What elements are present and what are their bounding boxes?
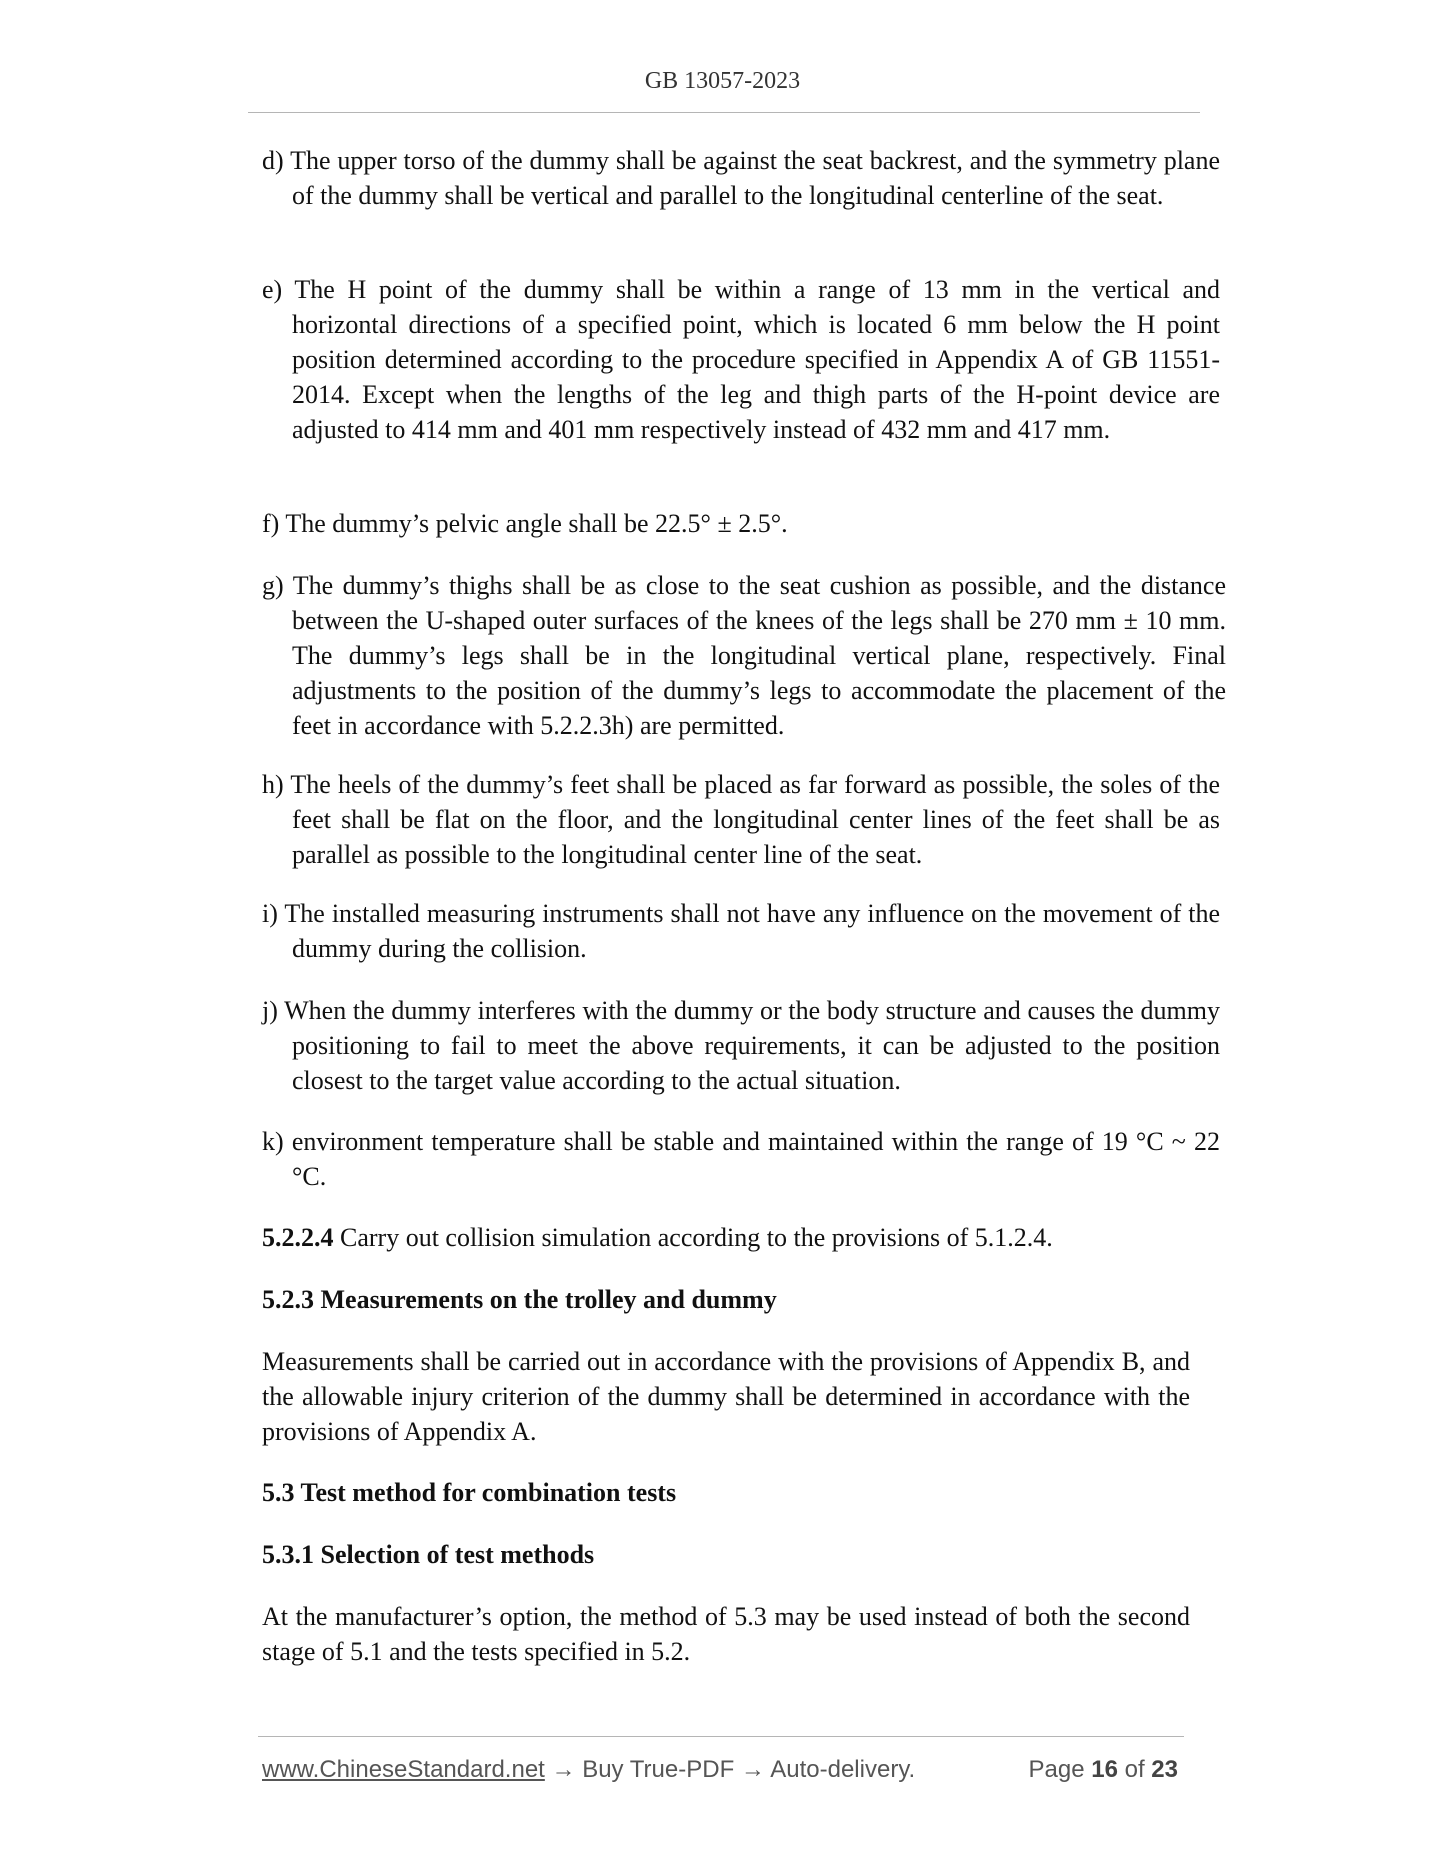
list-item-label: i) [262,899,278,928]
section-heading-5-3-1: 5.3.1 Selection of test methods [262,1540,595,1569]
list-item-label: k) [262,1127,284,1156]
list-item-e [262,272,1220,447]
page-header-title: GB 13057-2023 [644,68,801,94]
page-total: 23 [1151,1756,1178,1783]
section-heading-5-3: 5.3 Test method for combination tests [262,1478,677,1507]
list-item-label: f) [262,509,280,538]
list-item-label: j) [262,996,278,1025]
page-label: Page [1028,1756,1085,1783]
list-item-label: d) [262,146,284,175]
list-item-text: The upper torso of the dummy shall be against the seat backrest, and the symmetry plane of the dummy shall be vertical and parallel to the longitudinal centerline of the seat. [290,146,1221,210]
auto-delivery-text: Auto-delivery. [770,1756,916,1783]
page-indicator [1029,1754,1179,1786]
footer-divider [258,1736,1184,1737]
list-item-label: h) [262,770,284,799]
list-item-label: e) [262,275,283,304]
clause-text: Carry out collision simulation according to the provisions of 5.1.2.4. [340,1223,1053,1252]
list-item-i [262,896,1220,966]
list-item-d [262,143,1220,213]
website-link[interactable]: www.ChineseStandard.net [262,1756,545,1783]
arrow-icon: → [551,1756,576,1783]
list-item-g [262,568,1226,743]
page-footer [262,1754,1184,1786]
list-item-k [262,1124,1220,1194]
list-item-label: g) [262,571,284,600]
header-divider [248,112,1200,113]
page-number: 16 [1091,1756,1118,1783]
paragraph-5-3-1: At the manufacturer’s option, the method of 5.3 may be used instead of both the second stage of 5.1 and the tests specified in 5.2. [262,1602,1190,1666]
list-item-text: environment temperature shall be stable and maintained within the range of 19 °C ~ 22 °C. [291,1127,1220,1191]
paragraph-5-2-3: Measurements shall be carried out in accordance with the provisions of Appendix B, and the allowable injury criterion of the dummy shall be determined in accordance with the provisions of Appendix A. [262,1347,1190,1446]
list-item-text: The installed measuring instruments shall not have any influence on the movement of the dummy during the collision. [284,899,1221,963]
clause-number: 5.2.2.4 [262,1223,334,1252]
clause-5-2-2-4 [262,1220,1190,1255]
list-item-text: The heels of the dummy’s feet shall be placed as far forward as possible, the soles of the feet shall be flat on the floor, and the longitudinal center lines of the feet shall be as parallel as possible to the longitudinal center line of the seat. [290,770,1220,869]
list-item-h [262,767,1220,872]
list-item-text: The H point of the dummy shall be within a range of 13 mm in the vertical and horizontal directions of a specified point, which is located 6 mm below the H point position determined according to the procedure specified in Appendix A of GB 11551-2014. Except when the lengths of the leg and thigh parts of the H-point device are adjusted to 414 mm and 401 mm respectively instead of 432 mm and 417 mm. [292,275,1220,444]
list-item-f [262,506,1220,541]
list-item-text: The dummy’s thighs shall be as close to the seat cushion as possible, and the distance between the U-shaped outer surfaces of the knees of the legs shall be 270 mm ± 10 mm. The dummy’s legs shall be in the longitudinal vertical plane, respectively. Final adjustments to the position of the dummy’s legs to accommodate the placement of the feet in accordance with 5.2.2.3h) are permitted. [292,571,1226,740]
buy-true-pdf-link[interactable]: Buy True-PDF [582,1756,735,1783]
of-label: of [1124,1756,1145,1783]
list-item-text: The dummy’s pelvic angle shall be 22.5° ± 2.5°. [285,509,788,538]
arrow-icon: → [740,1756,765,1783]
section-heading-5-2-3: 5.2.3 Measurements on the trolley and dummy [262,1285,777,1314]
list-item-text: When the dummy interferes with the dummy or the body structure and causes the dummy positioning to fail to meet the above requirements, it can be adjusted to the position closest to the target value according to the actual situation. [284,996,1220,1095]
list-item-j [262,993,1220,1098]
